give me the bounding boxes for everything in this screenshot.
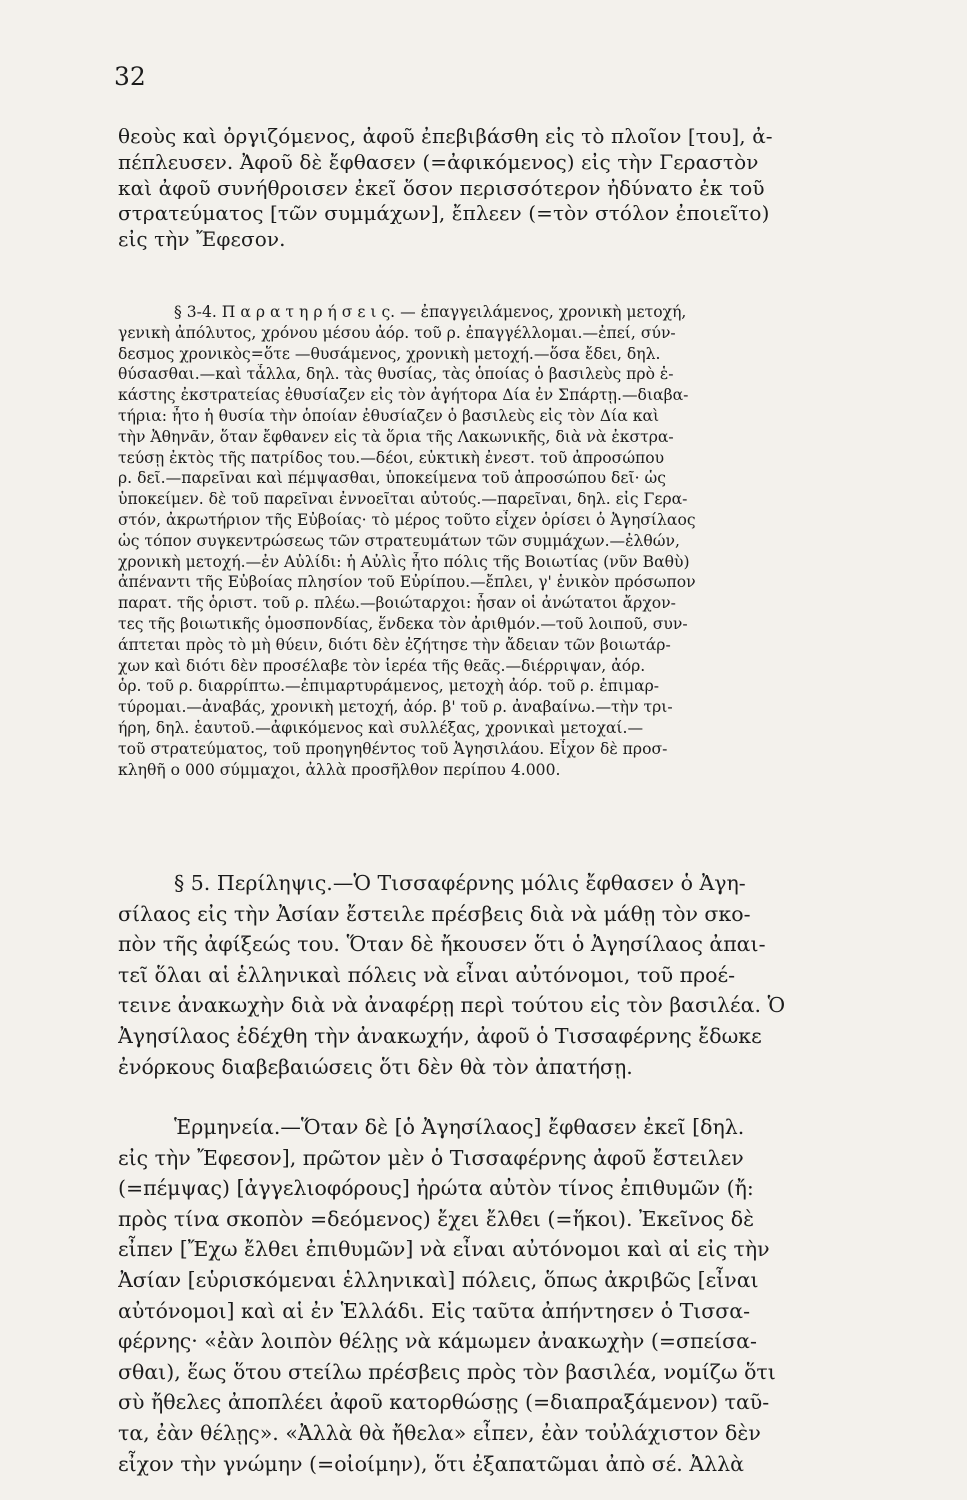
text-line: εἰς τὴν Ἔφεσον], πρῶτον μὲν ὁ Τισσαφέρνης ἀφοῦ ἔστειλεν (118, 1145, 744, 1170)
text-line: παρατ. τῆς ὁριστ. τοῦ ρ. πλέω.—βοιώταρχοι: ἦσαν οἱ ἀνώτατοι ἄρχον- (118, 594, 676, 613)
summary-section (118, 868, 958, 1082)
text-line: γενικὴ ἀπόλυτος, χρόνου μέσου ἀόρ. τοῦ ρ. ἐπαγγέλλομαι.—ἐπεί, σύν- (118, 323, 676, 342)
text-line: σθαι), ἕως ὅτου στείλω πρέσβεις πρὸς τὸν βασιλέα, νομίζω ὅτι (118, 1359, 776, 1384)
text-line: εἶπεν [Ἔχω ἔλθει ἐπιθυμῶν] νὰ εἶναι αὐτόνομοι καὶ αἱ εἰς τὴν (118, 1237, 770, 1262)
text-line: πέπλευσεν. Ἀφοῦ δὲ ἔφθασεν (=ἀφικόμενος) εἰς τὴν Γεραστὸν (118, 149, 759, 174)
text-line: τεύσῃ ἐκτὸς τῆς πατρίδος του.—δέοι, εὐκτικὴ ἐνεστ. τοῦ ἀπροσώπου (118, 448, 665, 467)
notes-section (118, 302, 958, 780)
text-line: τεινε ἀνακωχὴν διὰ νὰ ἀναφέρῃ περὶ τούτου εἰς τὸν βασιλέα. Ὁ (118, 993, 786, 1018)
text-line: ὡς τόπον συγκεντρώσεως τῶν στρατευμάτων τῶν συμμάχων.—ἐλθών, (118, 531, 680, 550)
summary-heading-line: § 5. Περίληψις.—Ὁ Τισσαφέρνης μόλις ἔφθασεν ὁ Ἀγη- (174, 871, 746, 895)
text-line: αὐτόνομοι] καὶ αἱ ἐν Ἑλλάδι. Εἰς ταῦτα ἀπήντησεν ὁ Τισσα- (118, 1298, 751, 1323)
text-line: πὸν τῆς ἀφίξεώς του. Ὅταν δὲ ἤκουσεν ὅτι ὁ Ἀγησίλαος ἀπαι- (118, 932, 766, 957)
text-line: σὺ ἤθελες ἀποπλέει ἀφοῦ κατορθώσῃς (=διαπραξάμενον) ταῦ- (118, 1390, 770, 1415)
text-line: στόν, ἀκρωτήριον τῆς Εὐβοίας· τὸ μέρος τοῦτο εἶχεν ὁρίσει ὁ Ἀγησίλαος (118, 510, 696, 529)
text-line: Ἀγησίλαος ἐδέχθη τὴν ἀνακωχήν, ἀφοῦ ὁ Τισσαφέρνης ἔδωκε (118, 1023, 762, 1048)
interpretation-heading-line: Ἑρμηνεία.—Ὅταν δὲ [ὁ Ἀγησίλαος] ἔφθασεν ἐκεῖ [δηλ. (174, 1115, 745, 1139)
text-line: τήρια: ἦτο ἡ θυσία τὴν ὁποίαν ἐθυσίαζεν ὁ βασιλεὺς εἰς τὸν Δία καὶ (118, 406, 660, 425)
text-line: τεῖ ὅλαι αἱ ἑλληνικαὶ πόλεις νὰ εἶναι αὐτόνομοι, τοῦ προέ- (118, 962, 736, 987)
text-line: ὑποκείμεν. δὲ τοῦ παρεῖναι ἐννοεῖται αὐτούς.—παρεῖναι, δηλ. εἰς Γερα- (118, 490, 688, 509)
notes-heading-line: § 3-4. Π α ρ α τ η ρ ή σ ε ι ς. — ἐπαγγειλάμενος, χρονικὴ μετοχή, (174, 303, 687, 321)
text-line: τὴν Ἀθηνᾶν, ὅταν ἔφθανεν εἰς τὰ ὅρια τῆς Λακωνικῆς, διὰ νὰ ἐκστρα- (118, 427, 674, 446)
text-line: ἐνόρκους διαβεβαιώσεις ὅτι δὲν θὰ τὸν ἀπατήσῃ. (118, 1054, 633, 1079)
text-line: καὶ ἀφοῦ συνήθροισεν ἐκεῖ ὅσον περισσότερον ἠδύνατο ἐκ τοῦ (118, 175, 765, 200)
text-line: κάστης ἐκστρατείας ἐθυσίαζεν εἰς τὸν ἀγήτορα Δία ἐν Σπάρτῃ.—διαβα- (118, 386, 689, 405)
text-line: χρονικὴ μετοχή.—ἐν Αὐλίδι: ἡ Αὐλὶς ἦτο πόλις τῆς Βοιωτίας (νῦν Βαθὺ) (118, 552, 690, 571)
text-line: χων καὶ διότι δὲν προσέλαβε τὸν ἱερέα τῆς θεᾶς.—διέρριψαν, ἀόρ. (118, 656, 646, 675)
text-line: σίλαος εἰς τὴν Ἀσίαν ἔστειλε πρέσβεις διὰ νὰ μάθῃ τὸν σκο- (118, 901, 751, 926)
text-line: τα, ἐὰν θέλῃς». «Ἀλλὰ θὰ ἤθελα» εἶπεν, ἐὰν τοὐλάχιστον δὲν (118, 1420, 761, 1445)
text-line: ἀπέναντι τῆς Εὐβοίας πλησίον τοῦ Εὐρίπου.—ἔπλει, γ' ἑνικὸν πρόσωπον (118, 573, 696, 592)
text-line: θεοὺς καὶ ὀργιζόμενος, ἀφοῦ ἐπεβιβάσθη εἰς τὸ πλοῖον [του], ἀ- (118, 124, 773, 148)
text-line: εἶχον τὴν γνώμην (=οἰοίμην), ὅτι ἐξαπατῶμαι ἀπὸ σέ. Ἀλλὰ (118, 1451, 744, 1476)
interpretation-section (118, 1112, 958, 1479)
text-line: τες τῆς βοιωτικῆς ὁμοσπονδίας, ἕνδεκα τὸν ἀριθμόν.—τοῦ λοιποῦ, συν- (118, 614, 688, 633)
text-line: δεσμος χρονικὸς=ὅτε —θυσάμενος, χρονικὴ μετοχή.—ὅσα ἔδει, δηλ. (118, 344, 661, 363)
text-line: (=πέμψας) [ἀγγελιοφόρους] ἠρώτα αὐτὸν τίνος ἐπιθυμῶν (ἤ: (118, 1176, 754, 1201)
text-line: άπτεται πρὸς τὸ μὴ θύειν, διότι δὲν ἐζήτησε τὴν ἄδειαν τῶν βοιωτάρ- (118, 635, 671, 654)
text-line: εἰς τὴν Ἔφεσον. (118, 227, 286, 252)
text-line: φέρνης· «ἐὰν λοιπὸν θέλῃς νὰ κάμωμεν ἀνακωχὴν (=σπείσα- (118, 1329, 757, 1354)
text-line: τοῦ στρατεύματος, τοῦ προηγηθέντος τοῦ Ἀγησιλάου. Εἶχον δὲ προσ- (118, 739, 668, 758)
text-line: ήρη, δηλ. ἑαυτοῦ.—ἀφικόμενος καὶ συλλέξας, χρονικαὶ μετοχαί.— (118, 718, 644, 737)
text-line: ὁρ. τοῦ ρ. διαρρίπτω.—ἐπιμαρτυράμενος, μετοχὴ ἀόρ. τοῦ ρ. ἐπιμαρ- (118, 677, 660, 696)
text-line: πρὸς τίνα σκοπὸν =δεόμενος) ἔχει ἔλθει (=ἥκοι). Ἐκεῖνος δὲ (118, 1206, 755, 1231)
text-line: θύσασθαι.—καὶ τἆλλα, δηλ. τὰς θυσίας, τὰς ὁποίας ὁ βασιλεὺς πρὸ ἑ- (118, 365, 674, 384)
text-line: στρατεύματος [τῶν συμμάχων], ἔπλεεν (=τὸν στόλον ἐποιεῖτο) (118, 201, 770, 226)
page-number: 32 (114, 62, 146, 91)
translation-paragraph (118, 124, 958, 253)
text-line: τύρομαι.—ἀναβάς, χρονικὴ μετοχή, ἀόρ. β' τοῦ ρ. ἀναβαίνω.—τὴν τρι- (118, 698, 673, 717)
text-line: Ἀσίαν [εὑρισκόμεναι ἑλληνικαὶ] πόλεις, ὅπως ἀκριβῶς [εἶναι (118, 1267, 759, 1292)
text-line: κληθῆ ο 000 σύμμαχοι, ἀλλὰ προσῆλθον περίπου 4.000. (118, 760, 561, 779)
text-line: ρ. δεῖ.—παρεῖναι καὶ πέμψασθαι, ὑποκείμενα τοῦ ἀπροσώπου δεῖ· ὡς (118, 469, 666, 488)
